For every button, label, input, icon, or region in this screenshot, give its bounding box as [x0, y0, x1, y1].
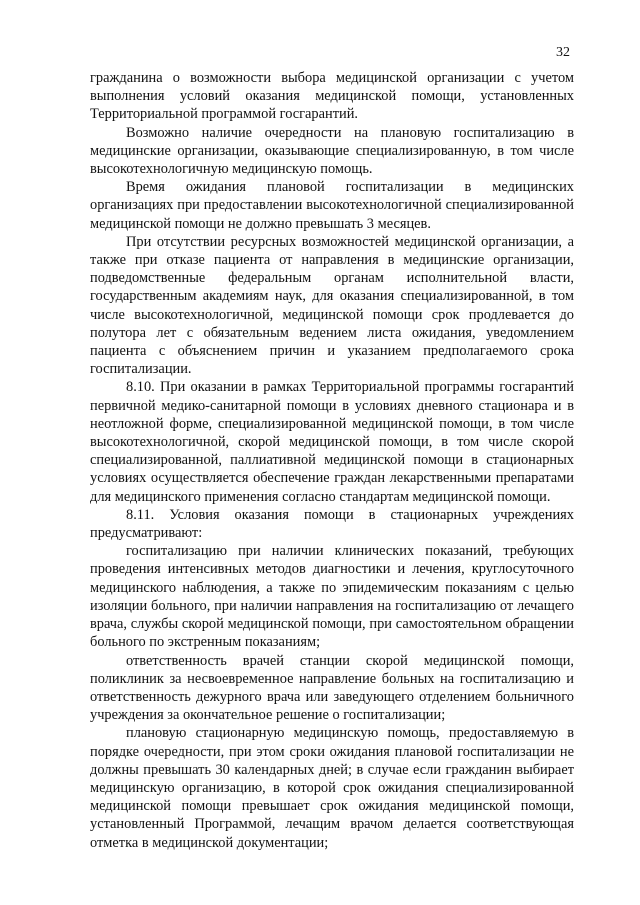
paragraph-planned-care: плановую стационарную медицинскую помощь, предоставляемую в порядке очередности, при этом сроки ожидания плановой госпитализации не должны превышать 30 календарных дней; в случае если гражданин выбирает медицинскую организацию, в которой срок ожидания специализированной медицинской помощи превышает срок ожидания медицинской помощи, установленный Программой, лечащим врачом делается соответствующая отметка в медицинской документации;	[90, 725, 574, 851]
paragraph-waiting-time: Время ожидания плановой госпитализации в медицинских организациях при предоставлении высокотехнологичной специализированной медицинской помощи не должно превышать 3 месяцев.	[90, 179, 574, 232]
paragraph-section-8-11: 8.11. Условия оказания помощи в стационарных учреждениях предусматривают:	[90, 506, 574, 542]
paragraph-continuation: гражданина о возможности выбора медицинской организации с учетом выполнения условий оказания медицинской помощи, установленных Территориальной программой госгарантий.	[90, 70, 574, 123]
paragraph-resource-absence: При отсутствии ресурсных возможностей медицинской организации, а также при отказе пациента от направления в медицинские организации, подведомственные федеральным органам исполнительной власти, государственным академиям наук, для оказания специализированной, в том числе высокотехнологичной, медицинской помощи срок продлевается до полутора лет с обязательным ведением листа ожидания, уведомлением пациента с объяснением причин и указанием предполагаемого срока госпитализации.	[90, 233, 574, 378]
paragraph-hospitalization-conditions: госпитализацию при наличии клинических показаний, требующих проведения интенсивных методов диагностики и лечения, круглосуточного медицинского наблюдения, а также по эпидемическим показаниям с целью изоляции больного, при наличии направления на госпитализацию от лечащего врача, службы скорой медицинской помощи, при самостоятельном обращении больного по экстренным показаниям;	[90, 543, 574, 651]
paragraph-physician-responsibility: ответственность врачей станции скорой медицинской помощи, поликлиник за несвоевременное направление больных на госпитализацию и ответственность дежурного врача или заведующего отделением больничного учреждения за окончательное решение о госпитализации;	[90, 652, 574, 724]
paragraph-section-8-10: 8.10. При оказании в рамках Территориальной программы госгарантий первичной медико-санитарной помощи в условиях дневного стационара и в неотложной форме, специализированной медицинской помощи, в том числе высокотехнологичной, скорой медицинской помощи, в том числе скорой специализированной, паллиативной медицинской помощи в стационарных условиях осуществляется обеспечение граждан лекарственными препаратами для медицинского применения согласно стандартам медицинской помощи.	[90, 379, 574, 505]
page-number: 32	[556, 45, 570, 60]
paragraph-queue-possibility: Возможно наличие очередности на плановую госпитализацию в медицинские организации, оказывающие специализированную, в том числе высокотехнологичную медицинскую помощь.	[90, 124, 574, 178]
document-body	[90, 69, 574, 852]
